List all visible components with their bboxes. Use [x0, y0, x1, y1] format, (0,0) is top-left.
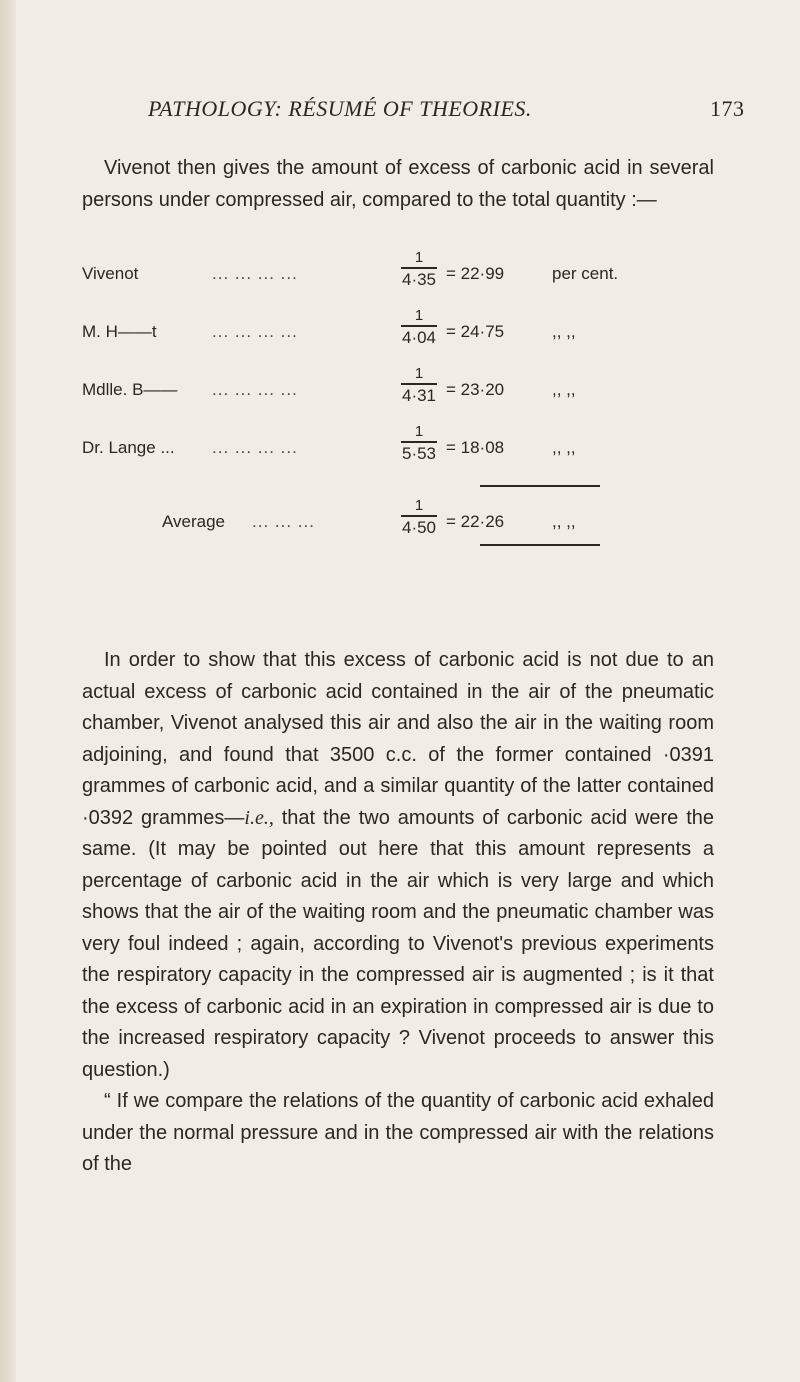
fraction-denominator: 5·53 — [401, 443, 437, 463]
average-label: Average — [162, 512, 226, 531]
row-fraction — [397, 424, 441, 464]
row-fraction — [397, 498, 441, 538]
fraction-bar — [401, 325, 437, 327]
body-text-part2: that the two amounts of carbonic acid were the same. (It may be pointed out here that this amount represents a percentage of carbonic acid in the air which is very large and which shows that the air of the waiting room and the pneumatic chamber was very foul indeed ; again, according to Vivenot's previous experiments the respiratory capacity in the compressed air is augmented ; is it that the excess of carbonic acid in an expiration in compressed air is due to the increased respiratory capacity ? Vivenot proceeds to answer this question.) — [82, 806, 715, 1081]
fraction-numerator: 1 — [414, 307, 424, 324]
row-value: = 24·75 — [446, 322, 505, 341]
row-leader: ... ... ... ... — [212, 322, 298, 341]
fraction-bar — [401, 441, 437, 443]
fraction-bar — [401, 267, 437, 269]
quote-text: “ If we compare the relations of the quantity of carbonic acid exhaled under the normal pressure and in the compressed air with the relations of the — [82, 1090, 714, 1175]
row-leader: ... ... ... ... — [212, 380, 298, 399]
body-text-part1: In order to show that this excess of carbonic acid is not due to an actual excess of carbonic acid contained in the air of the pneumatic chamber, Vivenot analysed this air and also the air in the waiting room adjoining, and found that 3500 c.c. of the former contained ·0391 grammes of carbonic acid, and a similar quantity of the latter contained ·0392 grammes— — [82, 649, 714, 829]
row-name: Vivenot — [82, 264, 139, 283]
fraction-numerator: 1 — [414, 423, 424, 440]
intro-text: Vivenot then gives the amount of excess of carbonic acid in several persons under compressed air, compared to the total quantity :— — [82, 157, 714, 211]
body-text-ie: i.e., — [244, 806, 274, 829]
fraction-numerator: 1 — [414, 249, 424, 266]
intro-paragraph — [82, 153, 714, 216]
row-suffix: ,, ,, — [552, 438, 576, 457]
table-row — [82, 250, 722, 308]
average-row — [82, 498, 722, 556]
fraction-bar — [401, 383, 437, 385]
fraction-bar — [401, 515, 437, 517]
row-value: = 23·20 — [446, 380, 505, 399]
table-row — [82, 308, 722, 366]
row-suffix: ,, ,, — [552, 512, 576, 531]
fraction-numerator: 1 — [414, 365, 424, 382]
running-header — [0, 96, 800, 126]
row-suffix: ,, ,, — [552, 322, 576, 341]
row-name: M. H——t — [82, 322, 157, 341]
row-value: = 18·08 — [446, 438, 505, 457]
body-paragraph — [82, 645, 714, 1181]
subtotal-rule — [480, 485, 600, 487]
page-number: 173 — [710, 96, 745, 121]
row-fraction — [397, 308, 441, 348]
row-name: Dr. Lange ... — [82, 438, 175, 457]
row-fraction — [397, 366, 441, 406]
average-rule — [480, 544, 600, 546]
row-leader: ... ... ... ... — [212, 438, 298, 457]
row-suffix: per cent. — [552, 264, 619, 283]
table-row — [82, 366, 722, 424]
fraction-numerator: 1 — [414, 497, 424, 514]
row-suffix: ,, ,, — [552, 380, 576, 399]
row-leader: ... ... ... — [252, 512, 315, 531]
row-name: Mdlle. B—— — [82, 380, 178, 399]
fraction-denominator: 4·04 — [401, 327, 437, 347]
table-row — [82, 424, 722, 482]
row-value: = 22·26 — [446, 512, 505, 531]
row-leader: ... ... ... ... — [212, 264, 298, 283]
fraction-denominator: 4·35 — [401, 269, 437, 289]
fraction-denominator: 4·50 — [401, 517, 437, 537]
row-value: = 22·99 — [446, 264, 505, 283]
fraction-denominator: 4·31 — [401, 385, 437, 405]
running-title: PATHOLOGY: RÉSUMÉ OF THEORIES. — [148, 96, 532, 121]
row-fraction — [397, 250, 441, 290]
